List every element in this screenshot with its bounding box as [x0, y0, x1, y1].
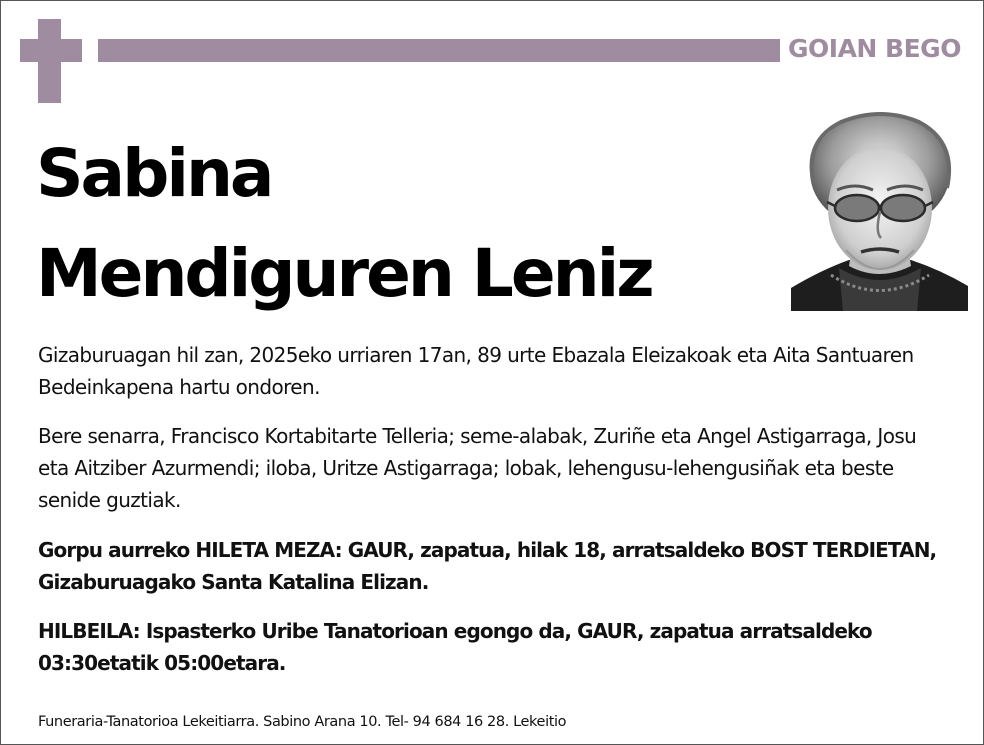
- funeral-home-footer: Funeraria-Tanatorioa Lekeitiarra. Sabino Arana 10. Tel- 94 684 16 28. Lekeitio: [38, 714, 567, 730]
- wake-info: HILBEILA: Ispasterko Uribe Tanatorioan egongo da, GAUR, zapatua arratsaldeko 03:30etatik 05:00etara.: [38, 619, 872, 675]
- header-label: GOIAN BEGO: [788, 34, 961, 63]
- death-announcement: Gizaburuagan hil zan, 2025eko urriaren 17an, 89 urte Ebazala Eleizakoak eta Aita Santuaren Bedeinkapena hartu ondoren.: [38, 343, 914, 399]
- deceased-first-name: Sabina: [36, 135, 272, 212]
- deceased-surnames: Mendiguren Leniz: [36, 235, 652, 312]
- header-rule: [98, 39, 780, 62]
- family-list: Bere senarra, Francisco Kortabitarte Telleria; seme-alabak, Zuriñe eta Angel Astigarraga, Josu eta Aitziber Azurmendi; iloba, Uritze Astigarraga; lobak, lehengusu-lehengusiñak eta beste senide guztiak.: [38, 424, 917, 512]
- funeral-mass-info: Gorpu aurreko HILETA MEZA: GAUR, zapatua, hilak 18, arratsaldeko BOST TERDIETAN, Gizaburuagako Santa Katalina Elizan.: [38, 538, 937, 594]
- portrait-photo: [791, 110, 968, 311]
